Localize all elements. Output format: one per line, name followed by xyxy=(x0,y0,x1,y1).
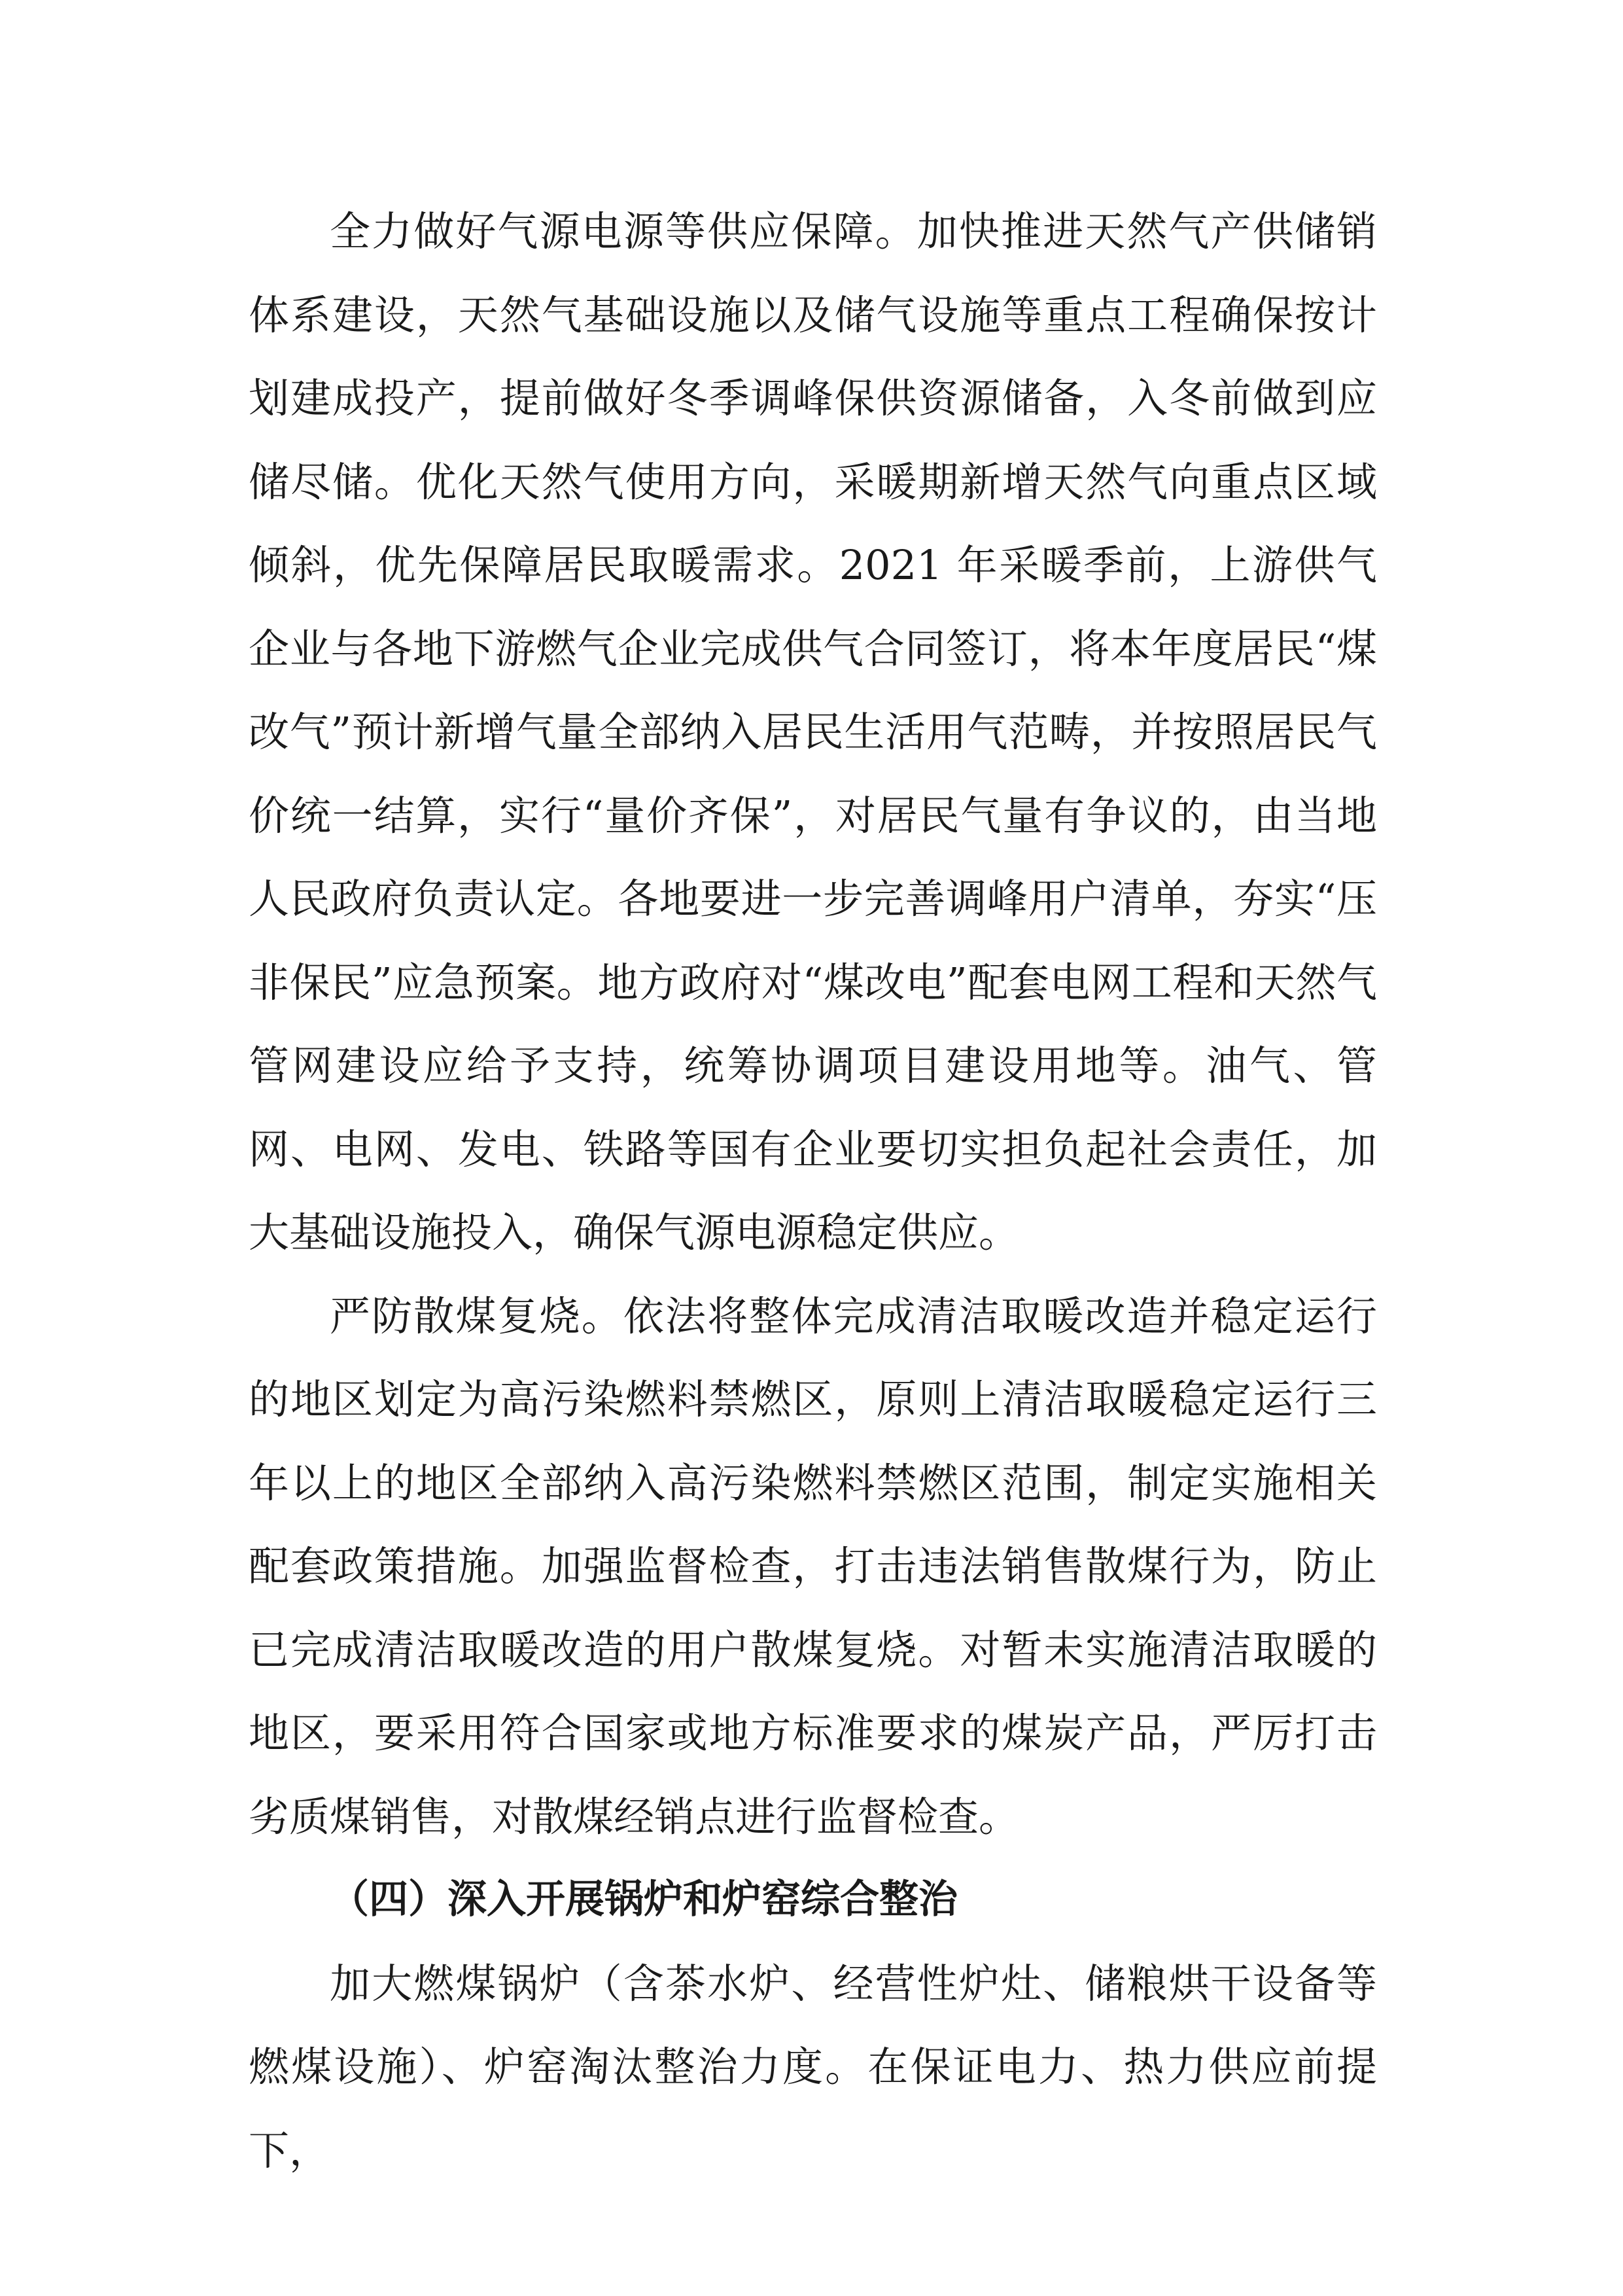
document-body xyxy=(249,190,1377,2192)
section-heading: （四）深入开展锅炉和炉窑综合整治 xyxy=(330,1877,958,1922)
paragraph-prevent-coal-reburning: 严防散煤复烧。依法将整体完成清洁取暖改造并稳定运行的地区划定为高污染燃料禁燃区，原则上清洁取暖稳定运行三年以上的地区全部纳入高污染燃料禁燃区范围，制定实施相关配套政策措施。加强监督检查，打击违法销售散煤行为，防止已完成清洁取暖改造的用户散煤复烧。对暂未实施清洁取暖的地区，要采用符合国家或地方标准要求的煤炭产品，严厉打击劣质煤销售，对散煤经销点进行监督检查。 xyxy=(249,1292,1377,1841)
paragraph-gas-power-supply: 全力做好气源电源等供应保障。加快推进天然气产供储销体系建设，天然气基础设施以及储气设施等重点工程确保按计划建成投产，提前做好冬季调峰保供资源储备，入冬前做到应储尽储。优化天然气使用方向，采暖期新增天然气向重点区域倾斜，优先保障居民取暖需求。2021 年采暖季前，上游供气企业与各地下游燃气企业完成供气合同签订，将本年度居民“煤改气”预计新增气量全部纳入居民生活用气范畴，并按照居民气价统一结算，实行“量价齐保”，对居民气量有争议的，由当地人民政府负责认定。各地要进一步完善调峰用户清单，夯实“压非保民”应急预案。地方政府对“煤改电”配套电网工程和天然气管网建设应给予支持，统筹协调项目建设用地等。油气、管网、电网、发电、铁路等国有企业要切实担负起社会责任，加大基础设施投入，确保气源电源稳定供应。 xyxy=(249,207,1377,1256)
paragraph-boiler-kiln: 加大燃煤锅炉（含茶水炉、经营性炉灶、储粮烘干设备等燃煤设施）、炉窑淘汰整治力度。在保证电力、热力供应前提下， xyxy=(249,1959,1377,2174)
